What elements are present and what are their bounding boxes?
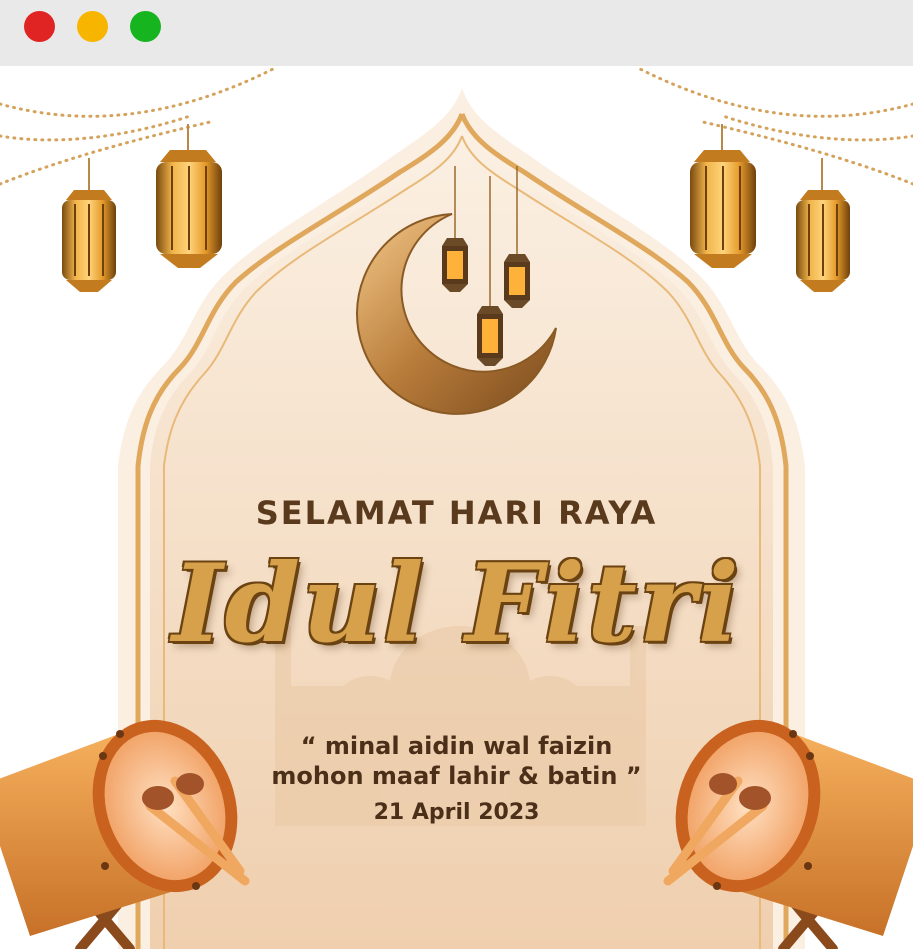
greeting-heading: SELAMAT HARI RAYA (255, 494, 658, 532)
greeting-poster (0, 66, 913, 949)
lantern-right-large (690, 150, 756, 268)
quote-line-2: mohon maaf lahir & batin ” (271, 762, 642, 790)
close-button[interactable] (24, 11, 55, 42)
window-titlebar (0, 0, 913, 67)
maximize-button[interactable] (130, 11, 161, 42)
quote-line-1: “ minal aidin wal faizin (300, 732, 613, 760)
idul-fitri-title: Idul Fitri (172, 541, 741, 667)
minimize-button[interactable] (77, 11, 108, 42)
hanging-lantern-icon (442, 238, 468, 292)
date-text: 21 April 2023 (373, 800, 540, 825)
hanging-lantern-icon (477, 306, 503, 366)
lantern-left-small (62, 190, 116, 292)
hanging-lantern-icon (504, 254, 530, 308)
lantern-left-large (156, 150, 222, 268)
lantern-right-small (796, 190, 850, 292)
